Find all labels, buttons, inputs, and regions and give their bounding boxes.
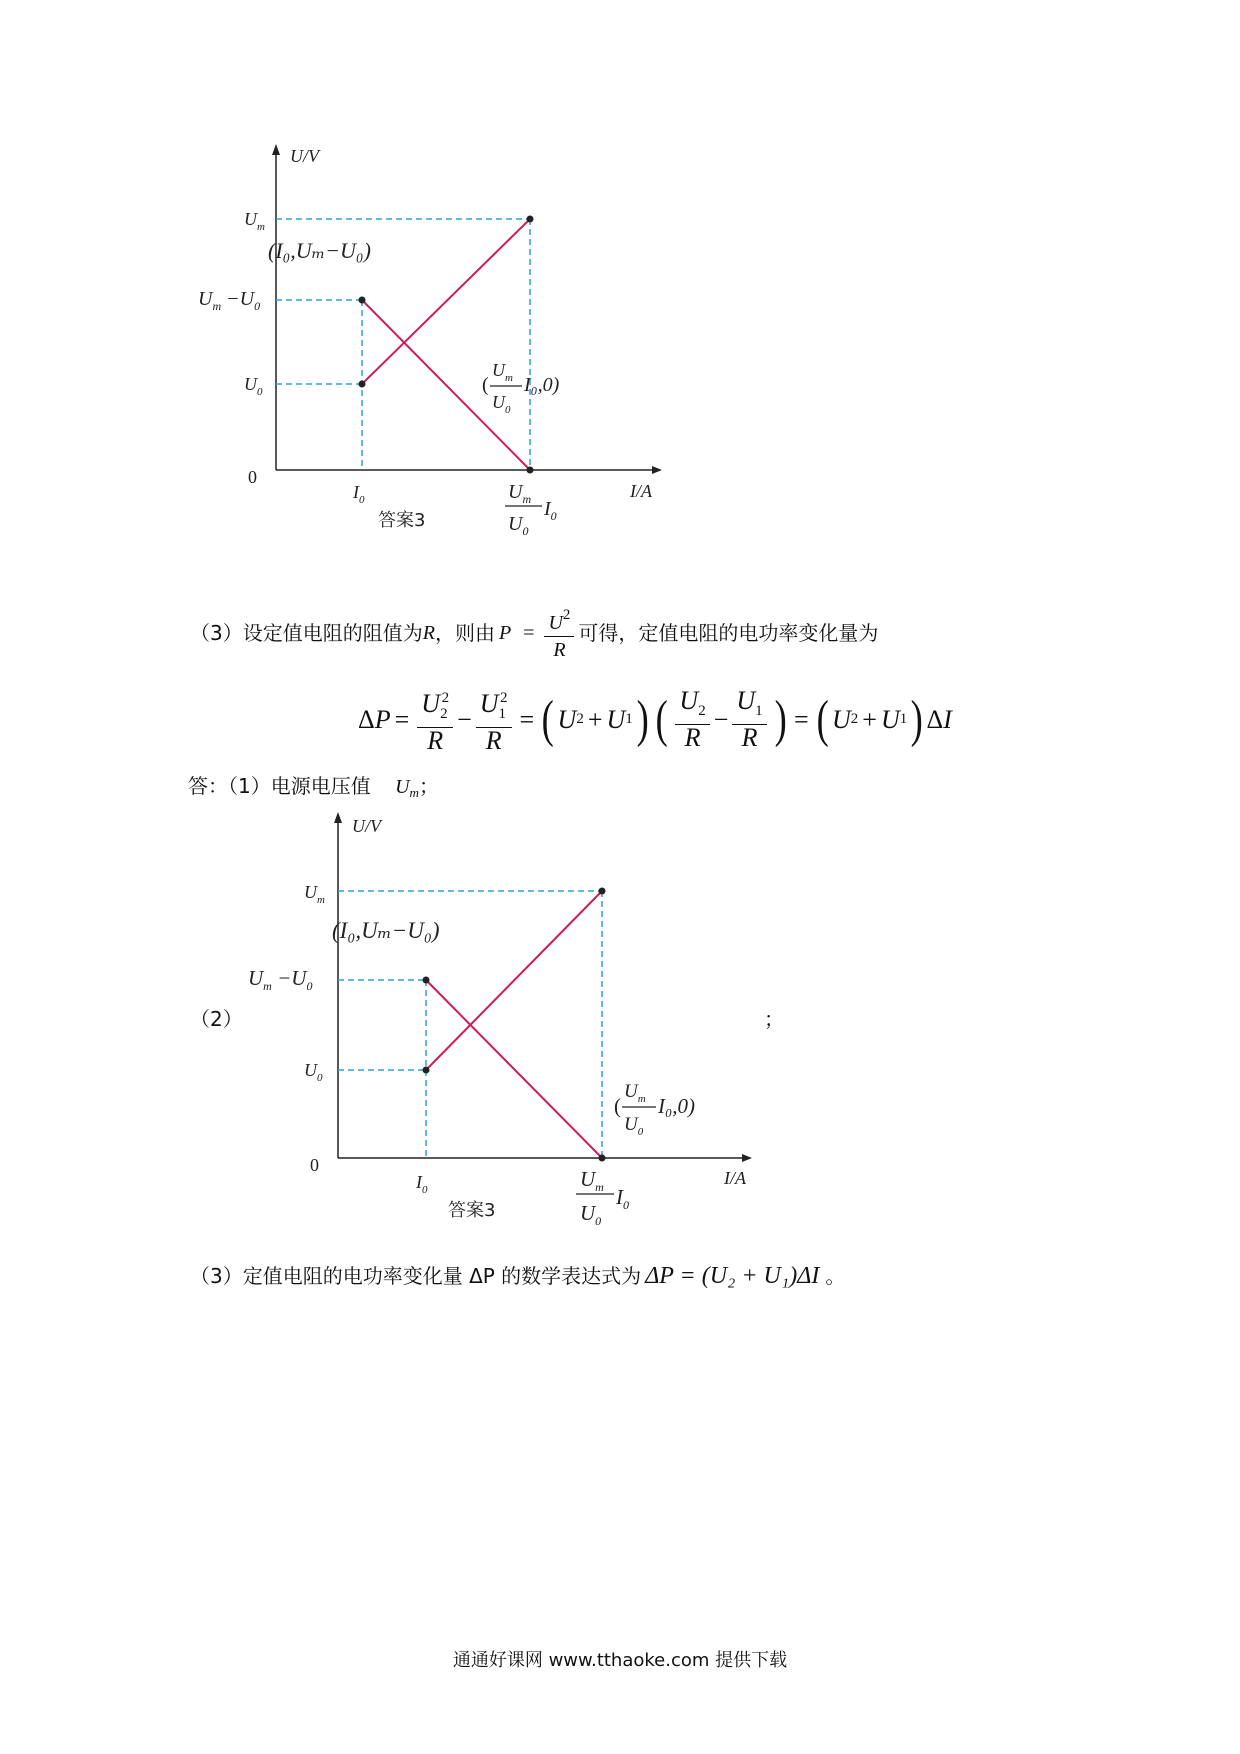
svg-text:Um: $U_m$ — [492, 360, 513, 384]
line-rising — [426, 891, 602, 1070]
part3-sentence — [190, 602, 878, 663]
y-axis-label: U/V — [352, 816, 381, 836]
svg-text:U0: $U_0$ — [580, 1201, 602, 1228]
part3-answer — [190, 1262, 845, 1290]
part2-semicolon: ； — [764, 1007, 784, 1031]
graph-2-svg — [240, 808, 760, 1238]
part3-fraction: $\frac{U^2}{R}$ — [544, 602, 574, 663]
line-falling — [362, 300, 530, 470]
svg-text:U0: $U_0$ — [508, 513, 529, 538]
tick-um-minus-u0: $U_m -U_0$ — [248, 966, 313, 993]
answer-1 — [188, 772, 439, 807]
origin-label: 0 — [310, 1155, 319, 1175]
tick-u0: $U_0$ — [244, 374, 263, 398]
part3-suffix: 可得，定值电阻的电功率变化量为 — [578, 620, 879, 645]
svg-text:Um: $U_m$ — [508, 481, 532, 506]
answer-1-label: 答：（1）电源电压值 — [188, 774, 371, 798]
y-axis-arrow — [334, 812, 342, 823]
y-axis-label: U/V — [290, 146, 319, 166]
svg-text:U0: $U_0$ — [624, 1114, 644, 1138]
point-top — [527, 216, 534, 223]
line-falling — [426, 980, 602, 1158]
part3-p: P — [498, 621, 512, 644]
tick-i0: $I_0$ — [353, 482, 365, 506]
graph-1 — [190, 140, 690, 540]
svg-text:I₀,0): I₀,0) — [524, 374, 560, 396]
point-i0-upper — [423, 977, 430, 984]
part2-label: （2） — [190, 1007, 243, 1031]
x-axis-label: I/A — [724, 1168, 746, 1188]
point-label-1: (I₀,Uₘ−U₀) — [268, 238, 371, 263]
part3-answer-expr: ΔP = (U₂ + U₁)ΔI — [645, 1263, 820, 1289]
graph-1-svg — [190, 140, 690, 540]
svg-text:Um: $U_m$ — [624, 1081, 646, 1105]
x-axis-arrow — [742, 1154, 752, 1162]
svg-text:Um: $U_m$ — [580, 1167, 604, 1194]
tick-um: $U_m$ — [304, 882, 325, 906]
point-x-intercept — [599, 1155, 606, 1162]
tick-um-minus-u0: $U_m -U_0$ — [198, 288, 261, 313]
svg-text:I0: $I_0$ — [616, 1185, 629, 1212]
svg-text:U0: $U_0$ — [492, 392, 511, 416]
tick-i0: $I_0$ — [416, 1172, 428, 1196]
part3-mid: ，则由 — [434, 620, 495, 645]
x-axis-label: I/A — [630, 481, 652, 501]
answer-1-semicolon: ； — [418, 774, 439, 798]
y-axis-arrow — [272, 144, 280, 155]
page-footer: 通通好课网 www.tthaoke.com 提供下载 — [452, 1650, 788, 1671]
part3-eq: = — [523, 621, 535, 644]
point-label-2 — [482, 360, 560, 416]
svg-text:I0: $I_0$ — [544, 498, 557, 523]
svg-text:I₀,0): I₀,0) — [658, 1094, 696, 1118]
graph-2 — [240, 808, 760, 1238]
point-label-1: (I₀,Uₘ−U₀) — [332, 918, 440, 943]
part3-prefix: （3）设定值电阻的阻值为 — [190, 620, 423, 645]
svg-text:(: ( — [482, 374, 489, 396]
graph-1-caption: 答案3 — [378, 510, 426, 531]
point-x-intercept — [527, 467, 534, 474]
point-top — [599, 888, 606, 895]
tick-u0: $U_0$ — [304, 1060, 323, 1084]
part3-answer-prefix: （3）定值电阻的电功率变化量 ΔP 的数学表达式为 — [190, 1264, 642, 1288]
tick-um-over-u0-i0 — [505, 481, 557, 538]
point-i0-lower — [359, 381, 366, 388]
part3-r: R — [422, 621, 435, 644]
part3-answer-end: 。 — [825, 1264, 846, 1288]
point-label-2 — [614, 1081, 695, 1138]
graph-2-caption: 答案3 — [448, 1200, 496, 1221]
point-i0-upper — [359, 297, 366, 304]
delta-p-formula: Δ P = $\frac{U_2^2}{R}$ − $\frac{U_1^2}{R}$ = ( U 2 + U 1 ) ( $\frac{U_2}{R}$ − $\frac{U_1}{R}$ ) = ( U 2 + U 1 ) Δ I — [358, 686, 952, 755]
svg-text:(: ( — [614, 1094, 621, 1118]
tick-um-over-u0-i0 — [576, 1167, 629, 1228]
tick-um: $U_m$ — [244, 209, 265, 233]
point-i0-lower — [423, 1067, 430, 1074]
origin-label: 0 — [248, 467, 257, 487]
answer-1-value: $U_m$ — [395, 776, 419, 800]
x-axis-arrow — [652, 466, 662, 474]
